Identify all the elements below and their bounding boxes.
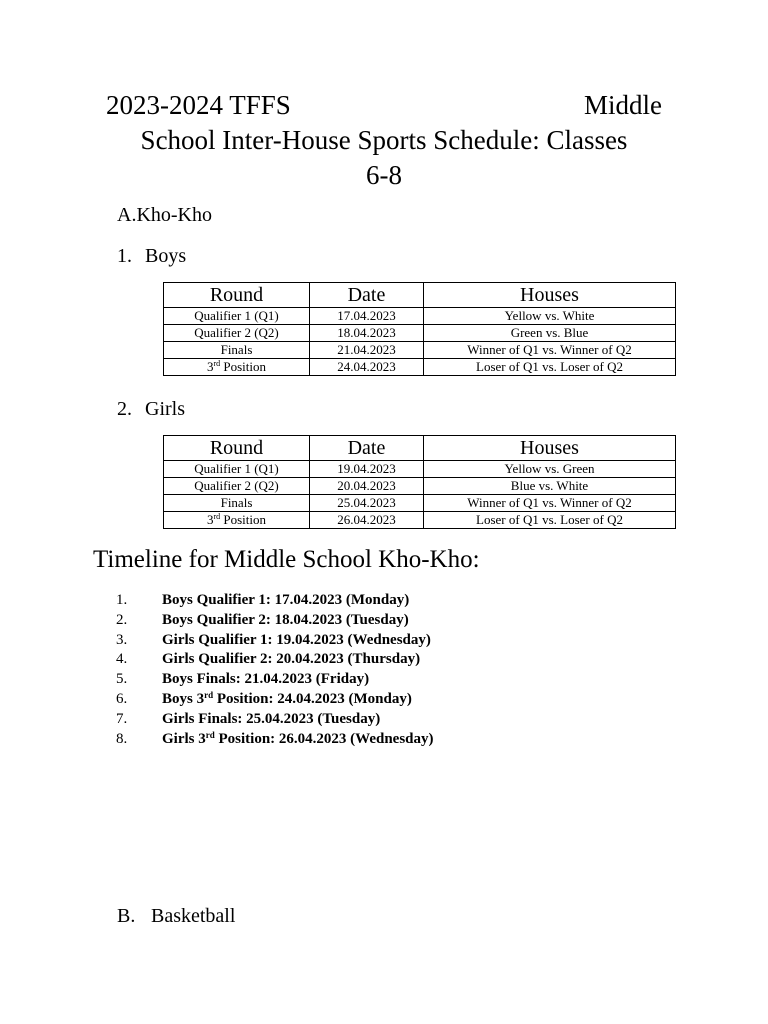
header-date: Date <box>310 283 424 308</box>
cell-round <box>164 512 310 529</box>
round-ordinal: 3 <box>206 359 214 374</box>
item-number: 3. <box>116 631 128 648</box>
item-text: Girls Qualifier 1: 19.04.2023 (Wednesday) <box>162 631 431 648</box>
cell-houses: Blue vs. White <box>424 478 676 495</box>
cell-date: 18.04.2023 <box>310 325 424 342</box>
round-ordinal-suffix: rd <box>213 512 221 521</box>
item-ordinal-suffix: rd <box>204 689 214 700</box>
list-item <box>116 631 434 651</box>
table-row <box>164 461 676 478</box>
table-row <box>164 308 676 325</box>
document-title <box>106 88 662 193</box>
item-number: 4. <box>116 651 128 668</box>
header-round: Round <box>164 436 310 461</box>
item-text: Girls Qualifier 2: 20.04.2023 (Thursday) <box>162 651 421 668</box>
round-ordinal-suffix: rd <box>213 359 221 368</box>
cell-round <box>164 359 310 376</box>
section-b-heading <box>117 905 235 928</box>
cell-date: 26.04.2023 <box>310 512 424 529</box>
title-line1-left: 2023-2024 TFFS <box>106 90 291 120</box>
cell-houses: Loser of Q1 vs. Loser of Q2 <box>424 359 676 376</box>
cell-date: 20.04.2023 <box>310 478 424 495</box>
item-ordinal-suffix: rd <box>205 729 215 740</box>
item-number: 1. <box>116 592 128 608</box>
title-line1-right: Middle <box>584 90 662 120</box>
section-a-heading: A.Kho-Kho <box>117 204 212 226</box>
round-text: Position <box>220 359 267 374</box>
header-date: Date <box>310 436 424 461</box>
table-row <box>164 359 676 376</box>
girls-subheading <box>117 398 185 421</box>
item-number: 8. <box>116 730 128 747</box>
boys-subheading <box>117 245 186 268</box>
timeline-heading: Timeline for Middle School Kho-Kho: <box>93 546 480 573</box>
cell-round: Qualifier 1 (Q1) <box>164 308 310 325</box>
list-item <box>116 591 434 611</box>
item-number: 7. <box>116 710 128 727</box>
cell-houses: Loser of Q1 vs. Loser of Q2 <box>424 512 676 529</box>
table-row <box>164 512 676 529</box>
table-row <box>164 495 676 512</box>
item-number: 2. <box>116 611 128 628</box>
cell-date: 19.04.2023 <box>310 461 424 478</box>
list-item <box>116 670 434 690</box>
list-item <box>116 650 434 670</box>
item-text: Boys Finals: 21.04.2023 (Friday) <box>162 671 370 688</box>
table-row <box>164 325 676 342</box>
table-row <box>164 342 676 359</box>
item-number: 6. <box>116 690 128 707</box>
title-line3: 6-8 <box>366 160 402 190</box>
cell-houses: Yellow vs. White <box>424 308 676 325</box>
cell-houses: Yellow vs. Green <box>424 461 676 478</box>
girls-number: 2. <box>117 398 132 420</box>
header-houses: Houses <box>424 283 676 308</box>
list-item <box>116 710 434 730</box>
cell-houses: Winner of Q1 vs. Winner of Q2 <box>424 495 676 512</box>
cell-date: 25.04.2023 <box>310 495 424 512</box>
header-round: Round <box>164 283 310 308</box>
item-text: Boys Qualifier 1: 17.04.2023 (Monday) <box>162 592 410 608</box>
cell-houses: Green vs. Blue <box>424 325 676 342</box>
boys-label: Boys <box>145 245 187 267</box>
cell-round: Qualifier 2 (Q2) <box>164 325 310 342</box>
cell-date: 24.04.2023 <box>310 359 424 376</box>
table-header-row <box>164 283 676 308</box>
timeline-list <box>116 591 434 749</box>
girls-schedule-table <box>163 435 676 529</box>
section-b-letter: B. <box>117 905 136 927</box>
list-item <box>116 690 434 710</box>
cell-round: Finals <box>164 342 310 359</box>
table-row <box>164 478 676 495</box>
cell-round: Finals <box>164 495 310 512</box>
item-text: Boys Qualifier 2: 18.04.2023 (Tuesday) <box>162 611 409 628</box>
cell-houses: Winner of Q1 vs. Winner of Q2 <box>424 342 676 359</box>
boys-number: 1. <box>117 245 132 267</box>
round-text: Position <box>220 512 267 527</box>
item-number: 5. <box>116 671 128 688</box>
boys-schedule-table <box>163 282 676 376</box>
item-text-post: Position: 24.04.2023 (Monday) <box>213 690 412 707</box>
item-text-pre: Girls 3 <box>162 730 206 747</box>
round-ordinal: 3 <box>206 512 214 527</box>
cell-round: Qualifier 2 (Q2) <box>164 478 310 495</box>
cell-date: 21.04.2023 <box>310 342 424 359</box>
cell-date: 17.04.2023 <box>310 308 424 325</box>
cell-round: Qualifier 1 (Q1) <box>164 461 310 478</box>
girls-label: Girls <box>145 398 185 420</box>
item-text-pre: Boys 3 <box>162 690 205 707</box>
item-text: Girls Finals: 25.04.2023 (Tuesday) <box>162 710 381 727</box>
item-text-post: Position: 26.04.2023 (Wednesday) <box>214 730 434 747</box>
section-b-label: Basketball <box>151 905 236 927</box>
header-houses: Houses <box>424 436 676 461</box>
list-item <box>116 611 434 631</box>
table-header-row <box>164 436 676 461</box>
list-item <box>116 730 434 750</box>
title-line2: School Inter-House Sports Schedule: Classes <box>140 125 628 155</box>
